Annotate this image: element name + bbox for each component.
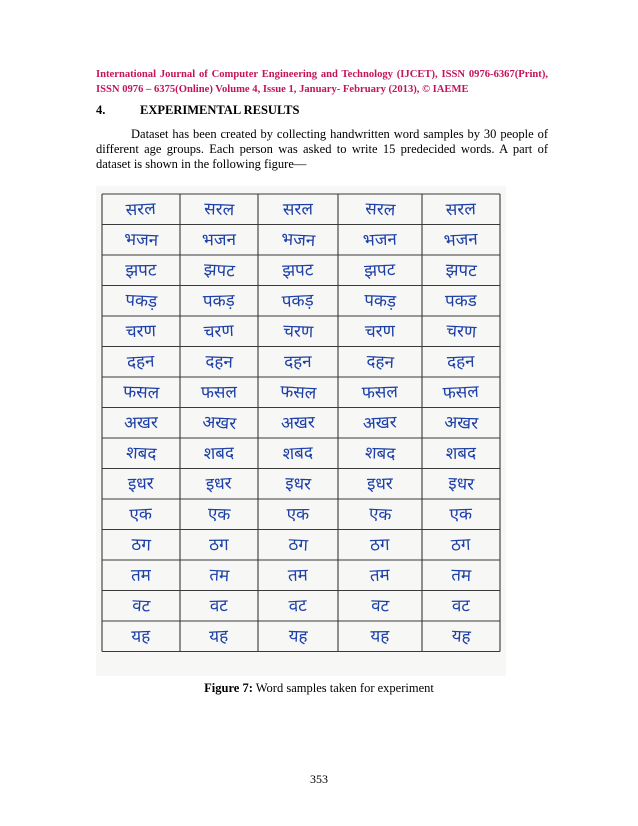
figure-caption [0, 681, 638, 696]
handwritten-word-sample: चरण [203, 320, 235, 343]
handwritten-word-sample: शबद [364, 443, 396, 465]
handwritten-word-sample: फसल [442, 381, 480, 404]
handwritten-word-sample: भजन [443, 229, 479, 252]
handwritten-word-sample: ठग [131, 534, 152, 556]
handwritten-word-sample: झपट [281, 260, 314, 282]
handwritten-word-sample: भजन [362, 229, 398, 251]
handwritten-word-sample: फसल [122, 382, 160, 404]
handwritten-word-sample: तम [208, 565, 230, 587]
handwritten-word-sample: झपट [125, 260, 157, 282]
handwritten-word-sample: भजन [201, 229, 237, 251]
handwritten-word-sample: इधर [127, 473, 155, 495]
handwritten-word-sample: तम [369, 565, 391, 587]
handwritten-word-sample: पकड़ [281, 290, 315, 313]
handwritten-word-sample: अखर [443, 412, 479, 434]
figure-caption-text: Word samples taken for experiment [252, 681, 434, 695]
handwritten-word-sample: शबद [203, 443, 235, 465]
handwritten-word-sample: इधर [284, 473, 312, 495]
section-title: EXPERIMENTAL RESULTS [140, 103, 300, 117]
handwritten-word-sample: यह [208, 626, 229, 648]
handwritten-word-sample: वट [209, 595, 229, 617]
handwritten-word-sample: पकड़ [124, 290, 158, 313]
handwritten-word-sample: सरल [282, 199, 314, 221]
handwritten-word-sample: शबद [445, 443, 477, 465]
handwritten-word-sample: दहन [366, 351, 395, 373]
handwritten-word-sample: अखर [201, 412, 237, 435]
handwritten-word-sample: अखर [362, 412, 398, 435]
section-number: 4. [96, 103, 106, 117]
handwritten-word-sample: चरण [125, 321, 157, 343]
handwritten-word-sample: तम [287, 565, 309, 587]
handwritten-word-sample: शबद [282, 442, 314, 465]
handwritten-word-sample: झपट [445, 260, 478, 282]
figure-caption-label: Figure 7: [204, 681, 253, 695]
body-paragraph: Dataset has been created by collecting handwritten word samples by 30 people of different age groups. Each person was asked to write 15 predecided words. A part of dataset is shown in the following figure— [96, 127, 548, 171]
handwritten-word-sample: फसल [361, 382, 399, 404]
handwritten-word-sample: ठग [450, 534, 471, 556]
handwritten-word-sample: यह [370, 626, 390, 647]
handwritten-word-sample: फसल [279, 381, 317, 404]
handwritten-word-sample: इधर [447, 473, 475, 495]
handwritten-word-sample: इधर [205, 473, 233, 495]
handwritten-word-sample: भजन [123, 229, 159, 251]
handwritten-word-sample: चरण [364, 321, 396, 343]
handwritten-word-sample: एक [128, 504, 153, 526]
handwritten-word-sample: वट [131, 595, 151, 617]
handwritten-word-sample: वट [370, 595, 390, 617]
word-samples-grid [96, 186, 506, 676]
handwritten-word-sample: पकड़ [202, 290, 236, 312]
handwritten-word-sample: झपट [203, 259, 236, 282]
handwritten-word-sample: फसल [200, 382, 238, 404]
page-number: 353 [310, 772, 328, 786]
handwritten-word-sample: एक [449, 504, 473, 526]
handwritten-word-sample: झपट [363, 259, 396, 282]
handwritten-word-sample: एक [368, 504, 393, 526]
handwritten-word-sample: ठग [288, 534, 309, 556]
handwritten-word-sample: दहन [205, 351, 234, 373]
handwritten-word-sample: ठग [369, 534, 390, 556]
handwritten-word-sample: पकड़ [363, 290, 397, 312]
handwritten-word-sample: भजन [280, 229, 316, 252]
handwritten-word-sample: वट [288, 595, 308, 617]
handwritten-word-sample: वट [451, 596, 471, 617]
handwritten-word-sample: यह [131, 626, 151, 648]
handwritten-word-sample: सरल [203, 199, 235, 221]
handwritten-word-sample: अखर [123, 412, 159, 434]
handwritten-word-sample: दहन [126, 351, 155, 373]
journal-header-citation: International Journal of Computer Engineering and Technology (IJCET), ISSN 0976-6367(Print), ISSN 0976 – 6375(Online) Volume 4, Issue 1, January- February (2013), © IAEME [96, 69, 548, 95]
handwritten-word-sample: तम [450, 565, 472, 587]
handwritten-word-sample: यह [288, 626, 308, 648]
handwritten-word-sample: दहन [283, 352, 312, 373]
handwritten-word-sample: तम [130, 565, 152, 586]
handwritten-word-sample: चरण [445, 320, 477, 343]
section-heading [96, 103, 299, 118]
handwritten-word-sample: शबद [125, 442, 157, 465]
handwritten-word-sample: सरल [445, 199, 477, 221]
handwritten-word-sample: एक [286, 504, 310, 525]
handwritten-word-sample: सरल [125, 198, 157, 221]
handwritten-word-sample: पकड [444, 290, 477, 312]
handwritten-word-sample: यह [451, 626, 472, 648]
handwritten-word-sample: दहन [446, 351, 475, 373]
handwritten-word-sample: इधर [366, 474, 393, 495]
handwritten-word-sample: एक [207, 504, 231, 526]
handwritten-word-samples-figure [96, 186, 506, 676]
handwritten-word-sample: अखर [280, 412, 316, 434]
handwritten-word-sample: सरल [364, 198, 396, 221]
handwritten-word-sample: चरण [282, 321, 314, 343]
handwritten-word-sample: ठग [209, 535, 229, 556]
